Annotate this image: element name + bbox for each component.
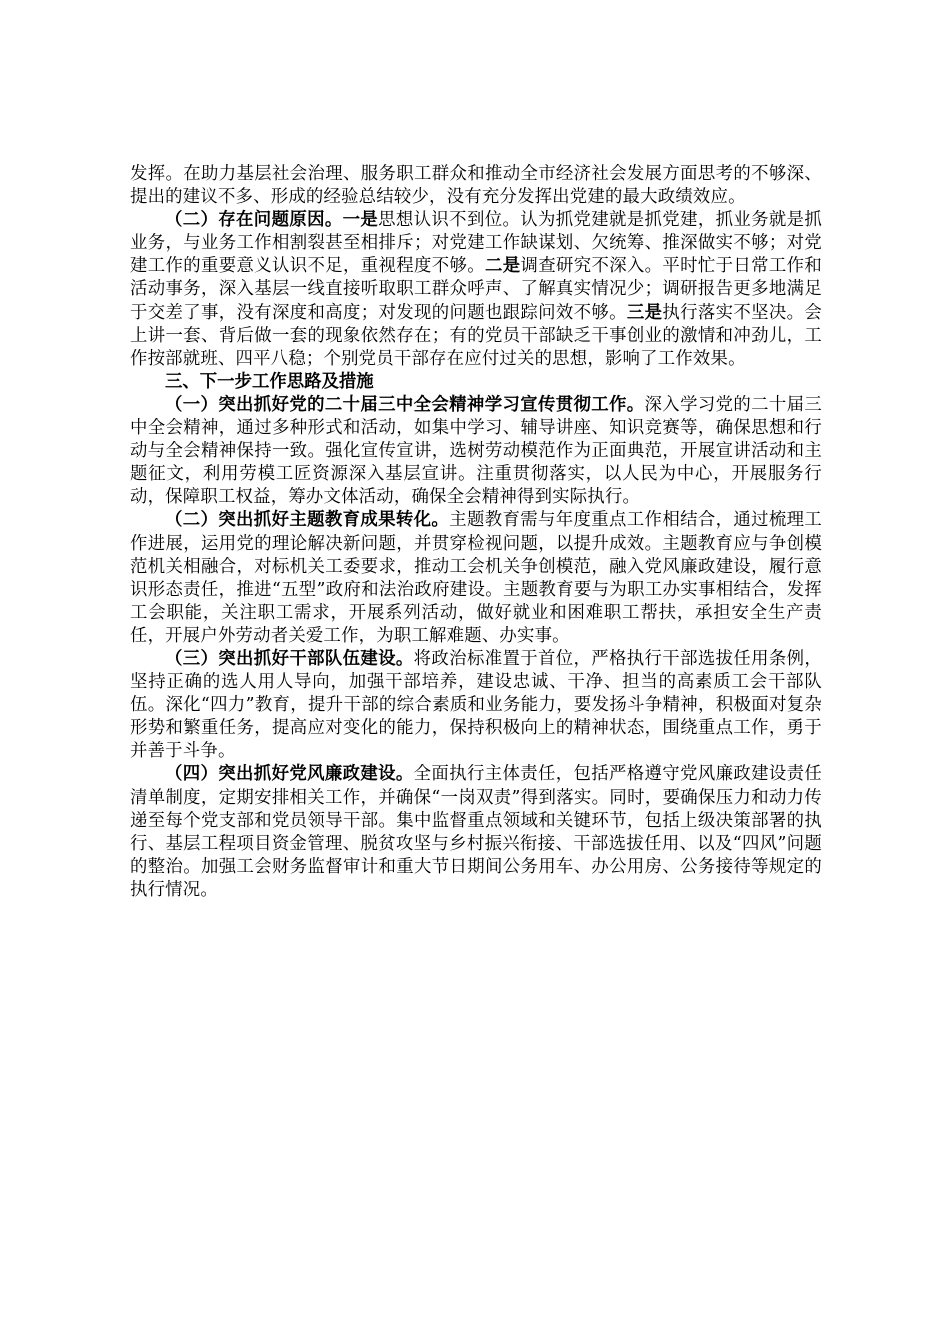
point-marker-2: 二是 [484,256,521,277]
paragraph-continuation: 发挥。在助力基层社会治理、服务职工群众和推动全市经济社会发展方面思考的不够深、提出的建议不多、形成的经验总结较少，没有充分发挥出党建的最大政绩效应。 [130,164,822,208]
paragraph-measure-2 [130,509,822,648]
document-page [130,163,822,902]
point-marker-1: 一是 [342,210,379,231]
paragraph-body: 主题教育需与年度重点工作相结合，通过梳理工作进展，运用党的理论解决新问题，并贯穿检视问题，以提升成效。主题教育应与争创模范机关相融合，对标机关工委要求，推动工会机关争创模范，融入党风廉政建设，履行意识形态责任，推进“五型”政府和法治政府建设。主题教育要与为职工办实事相结合，发挥工会职能，关注职工需求，开展系列活动，做好就业和困难职工帮扶，承担安全生产责任，开展户外劳动者关爱工作，为职工解难题、办实事。 [130,510,823,646]
section-heading: 三、下一步工作思路及措施 [165,371,374,392]
paragraph-lead-heading: （一）突出抓好党的二十届三中全会精神学习宣传贯彻工作。 [165,394,645,415]
paragraph-lead-heading: （二）突出抓好主题教育成果转化。 [165,510,450,531]
point-text-2: 调查研究不深入。平时忙于日常工作和活动事务，深入基层一线直接听取职工群众呼声、了解真实情况少；调研报告更多地满足于交差了事，没有深度和高度；对发现的问题也跟踪问效不够。 [130,256,822,323]
point-text-3: 执行落实不坚决。会上讲一套、背后做一套的现象依然存在；有的党员干部缺乏干事创业的激情和冲劲儿，工作按部就班、四平八稳；个别党员干部存在应付过关的思想，影响了工作效果。 [130,302,822,369]
paragraph-measure-3 [130,648,822,763]
paragraph-lead-heading: （二）存在问题原因。 [165,210,343,231]
paragraph-body: 将政治标准置于首位，严格执行干部选拔任用条例，坚持正确的选人用人导向，加强干部培养，建设忠诚、干净、担当的高素质工会干部队伍。深化“四力”教育，提升干部的综合素质和业务能力，要发扬斗争精神，积极面对复杂形势和繁重任务，提高应对变化的能力，保持积极向上的精神状态，围绕重点工作，勇于并善于斗争。 [130,648,822,762]
point-text-1: 思想认识不到位。认为抓党建就是抓党建，抓业务就是抓业务，与业务工作相割裂甚至相排斥；对党建工作缺谋划、欠统筹、推深做实不够；对党建工作的重要意义认识不足，重视程度不够。 [130,210,822,277]
paragraph-body: 全面执行主体责任，包括严格遵守党风廉政建设责任清单制度，定期安排相关工作，并确保“一岗双责”得到落实。同时，要确保压力和动力传递至每个党支部和党员领导干部。集中监督重点领域和关键环节，包括上级决策部署的执行、基层工程项目资金管理、脱贫攻坚与乡村振兴衔接、干部选拔任用、以及“四风”问题的整治。加强工会财务监督审计和重大节日期间公务用车、办公用房、公务接待等规定的执行情况。 [130,764,822,900]
point-marker-3: 三是 [626,302,663,323]
paragraph-body: 深入学习党的二十届三中全会精神，通过多种形式和活动，如集中学习、辅导讲座、知识竞赛等，确保思想和行动与全会精神保持一致。强化宣传宣讲，选树劳动模范作为正面典范，开展宣讲活动和主题征文，利用劳模工匠资源深入基层宣讲。注重贯彻落实，以人民为中心，开展服务行动，保障职工权益，筹办文体活动，确保全会精神得到实际执行。 [130,394,822,508]
paragraph-measure-1 [130,394,822,509]
paragraph-lead-heading: （四）突出抓好党风廉政建设。 [165,764,414,785]
paragraph-measure-4 [130,763,822,902]
paragraph-lead-heading: （三）突出抓好干部队伍建设。 [165,648,414,669]
paragraph-problem-causes [130,209,822,371]
